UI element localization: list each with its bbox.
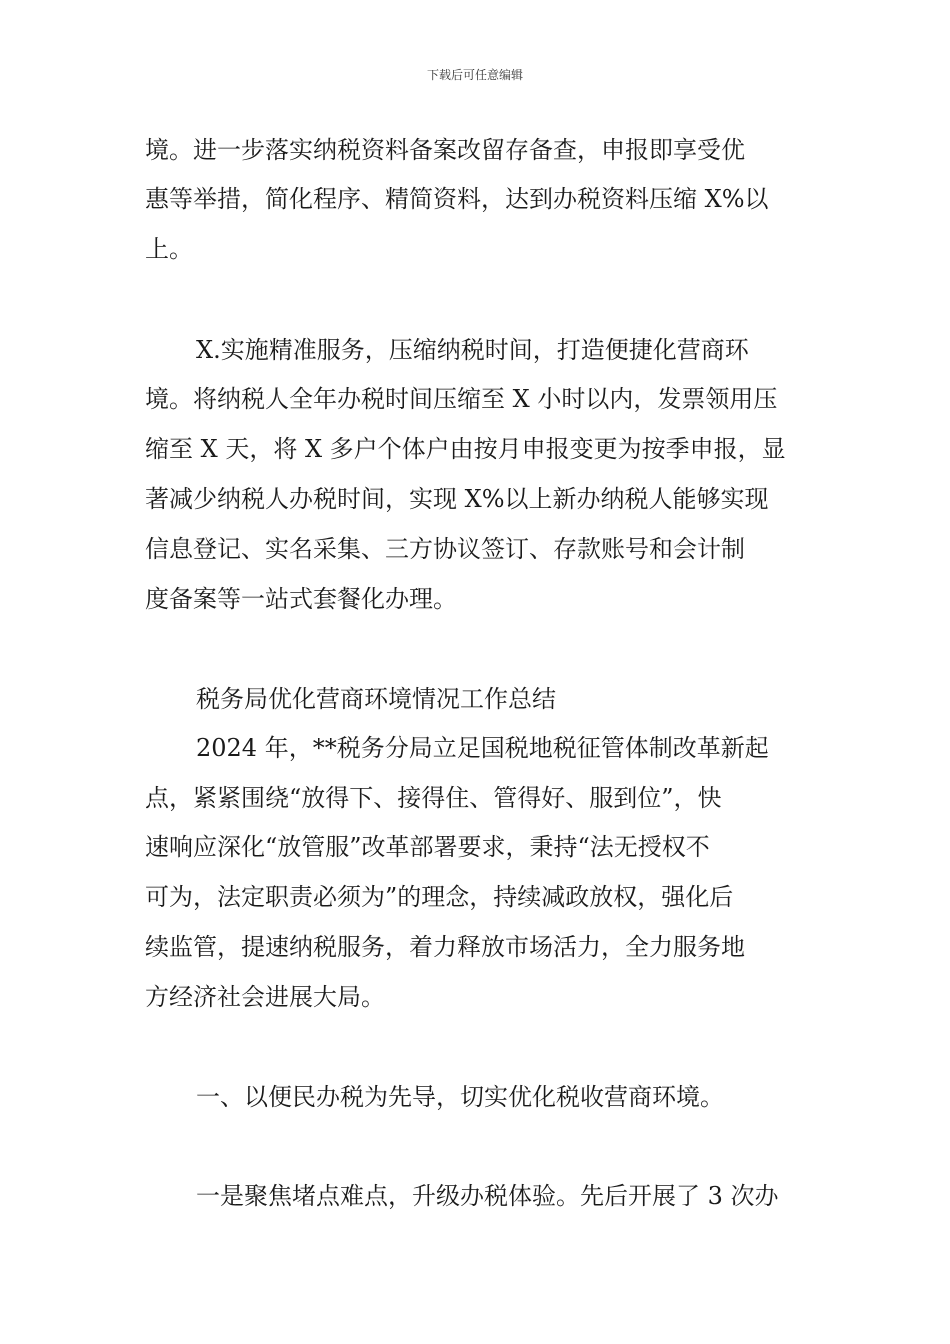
text-line: X.实施精准服务，压缩纳税时间，打造便捷化营商环: [196, 336, 749, 364]
text-line: 上。: [145, 235, 193, 263]
text-line: 2024 年，**税务分局立足国税地税征管体制改革新起: [196, 734, 769, 762]
text-line: 境。进一步落实纳税资料备案改留存备查，申报即享受优: [145, 136, 745, 164]
text-line: 度备案等一站式套餐化办理。: [145, 585, 457, 613]
heading-line: 一、以便民办税为先导，切实优化税收营商环境。: [196, 1083, 724, 1111]
text-line: 点，紧紧围绕“放得下、接得住、管得好、服到位”，快: [145, 784, 722, 812]
text-line: 信息登记、实名采集、三方协议签订、存款账号和会计制: [145, 535, 745, 563]
section-title: 税务局优化营商环境情况工作总结: [196, 685, 556, 713]
text-line: 惠等举措，简化程序、精简资料，达到办税资料压缩 X%以: [145, 185, 769, 213]
text-line: 境。将纳税人全年办税时间压缩至 X 小时以内，发票领用压: [145, 385, 778, 413]
text-line: 方经济社会进展大局。: [145, 983, 385, 1011]
text-line: 缩至 X 天，将 X 多户个体户由按月申报变更为按季申报，显: [145, 435, 786, 463]
text-line: 可为，法定职责必须为”的理念，持续减政放权，强化后: [145, 883, 734, 911]
page-header: 下载后可任意编辑: [426, 68, 523, 82]
text-line: 著减少纳税人办税时间，实现 X%以上新办纳税人能够实现: [145, 485, 769, 513]
text-line: 速响应深化“放管服”改革部署要求，秉持“法无授权不: [145, 833, 710, 861]
text-line: 一是聚焦堵点难点，升级办税体验。先后开展了 3 次办: [196, 1182, 779, 1210]
text-line: 续监管，提速纳税服务，着力释放市场活力，全力服务地: [145, 933, 745, 961]
